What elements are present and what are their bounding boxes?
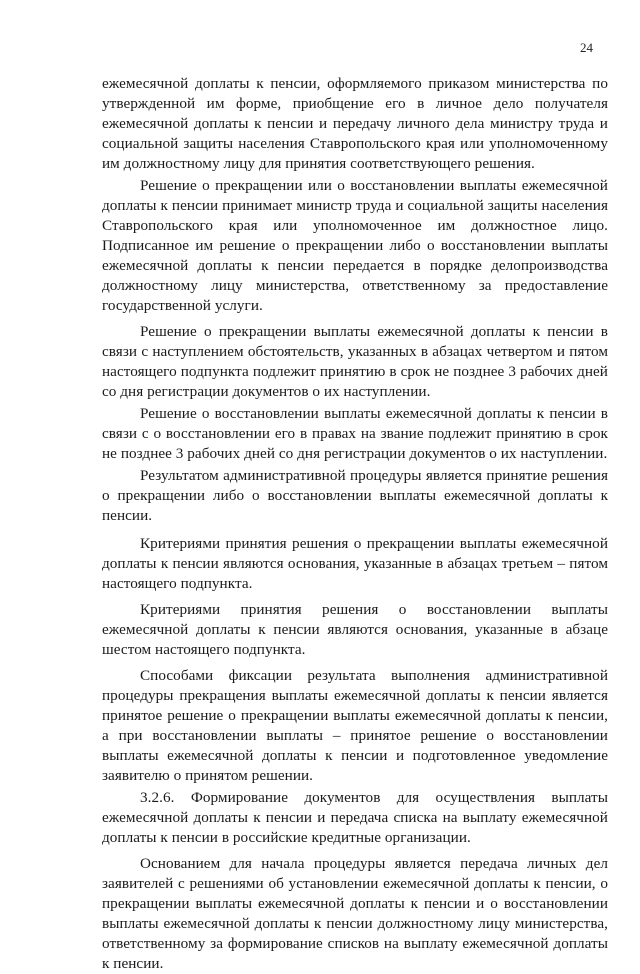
paragraph-decision-authority: Решение о прекращении или о восстановлении выплаты ежемесячной доплаты к пенсии принимает министр труда и социальной защиты населения Ставропольского края или уполномоченное им должностное лицо. Подписанное им решение о прекращении либо о восстановлении выплаты ежемесячной доплаты к пенсии передается в порядке делопроизводства должностному лицу министерства, ответственному за предоставление государственной услуги.: [102, 177, 608, 314]
paragraph-section-3-2-6: 3.2.6. Формирование документов для осуществления выплаты ежемесячной доплаты к пенсии и передача списка на выплату ежемесячной доплаты к пенсии в российские кредитные организации.: [102, 789, 608, 846]
paragraph-procedure-result: Результатом административной процедуры является принятие решения о прекращении либо о восстановлении выплаты ежемесячной доплаты к пенсии.: [102, 467, 608, 524]
page-number: 24: [580, 40, 593, 55]
paragraph-restoration-deadline: Решение о восстановлении выплаты ежемесячной доплаты к пенсии в связи с о восстановлении его в правах на звание подлежит принятию в срок не позднее 3 рабочих дней со дня регистрации документов о их наступлении.: [102, 405, 608, 462]
paragraph-result-fixation: Способами фиксации результата выполнения административной процедуры прекращения выплаты ежемесячной доплаты к пенсии является принятое решение о прекращении выплаты ежемесячной доплаты к пенсии, а при восстановлении выплаты – принятое решение о восстановлении выплаты ежемесячной доплаты к пенсии и подготовленное уведомление заявителю о принятом решении.: [102, 667, 608, 784]
document-body: [102, 74, 608, 974]
paragraph-restoration-criteria: Критериями принятия решения о восстановлении выплаты ежемесячной доплаты к пенсии являются основания, указанные в абзаце шестом настоящего подпункта.: [102, 601, 608, 658]
paragraph-procedure-basis: Основанием для начала процедуры является передача личных дел заявителей с решениями об установлении ежемесячной доплаты к пенсии, о прекращении выплаты ежемесячной доплаты к пенсии и о восстановлении выплаты ежемесячной доплаты к пенсии должностному лицу министерства, ответственному за формирование списков на выплату ежемесячной доплаты к пенсии.: [102, 855, 608, 972]
paragraph-termination-deadline: Решение о прекращении выплаты ежемесячной доплаты к пенсии в связи с наступлением обстоятельств, указанных в абзацах четвертом и пятом настоящего подпункта подлежит принятию в срок не позднее 3 рабочих дней со дня регистрации документов о их наступлении.: [102, 323, 608, 400]
paragraph-termination-criteria: Критериями принятия решения о прекращении выплаты ежемесячной доплаты к пенсии являются основания, указанные в абзацах третьем – пятом настоящего подпункта.: [102, 535, 608, 592]
paragraph-continuation: ежемесячной доплаты к пенсии, оформляемого приказом министерства по утвержденной им форме, приобщение его в личное дело получателя ежемесячной доплаты к пенсии и передачу личного дела министру труда и социальной защиты населения Ставропольского края или уполномоченному им должностному лицу для принятия соответствующего решения.: [102, 75, 608, 172]
